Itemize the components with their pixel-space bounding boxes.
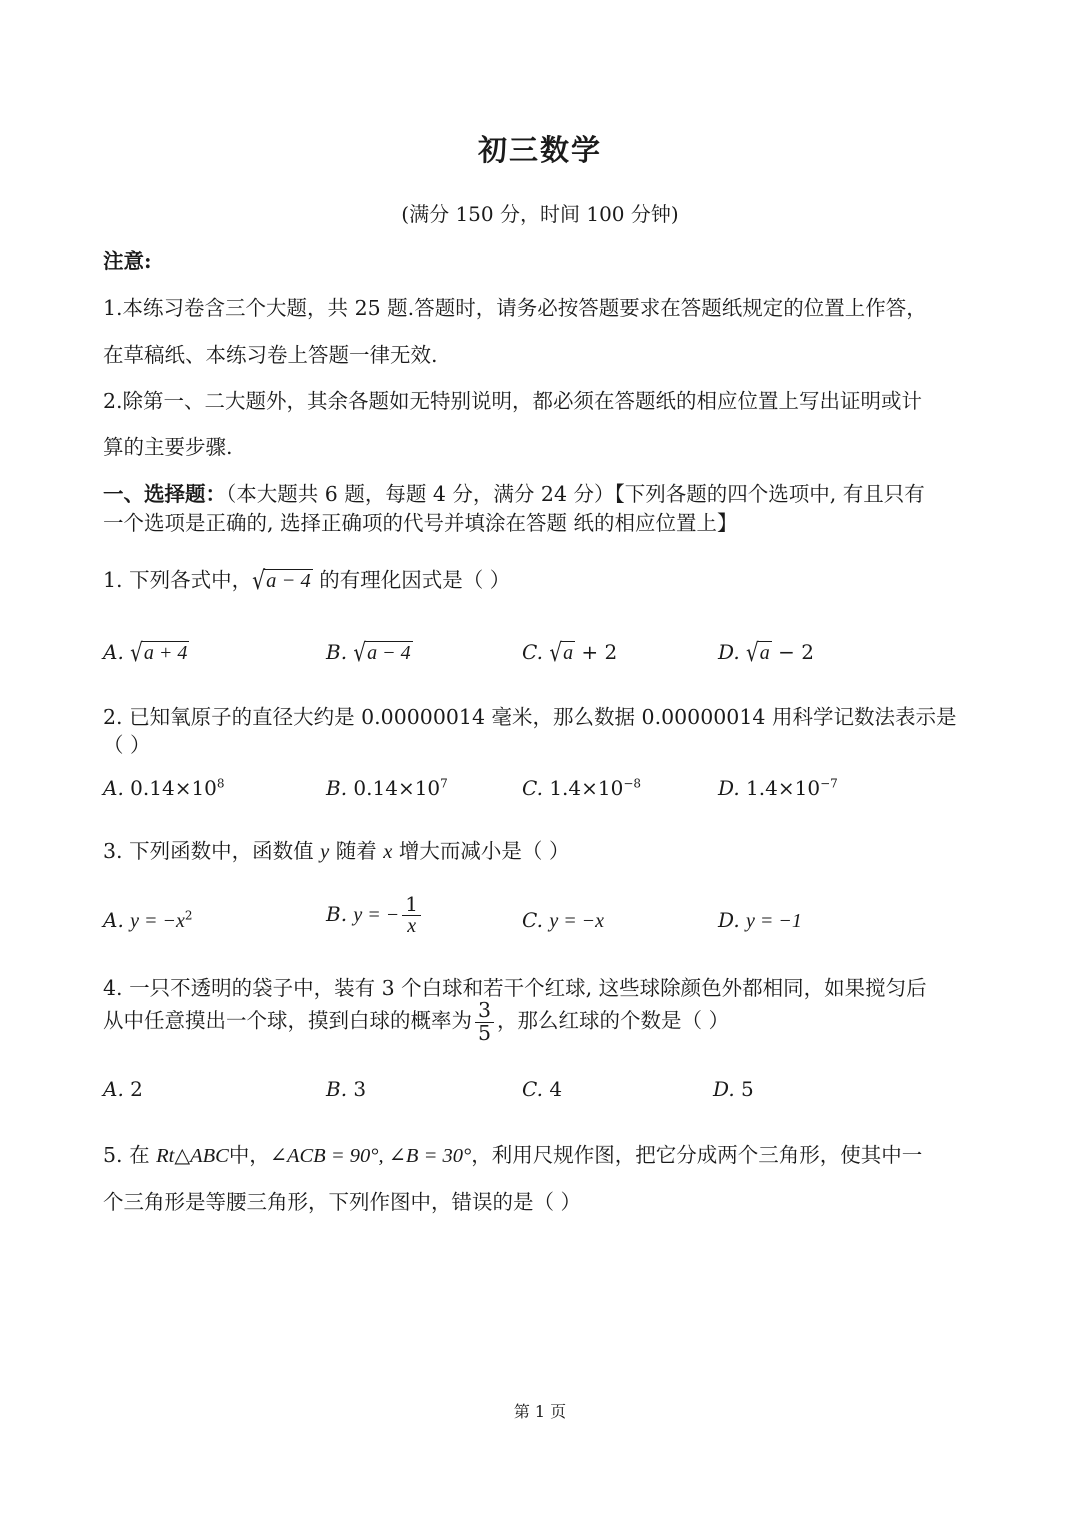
option-value: 5	[741, 1077, 754, 1101]
fraction-numerator: 3	[475, 1000, 494, 1023]
sqrt-symbol: √a − 4	[252, 565, 311, 595]
q5-post: ，利用尺规作图，把它分成两个三角形，使其中一	[471, 1143, 923, 1167]
q1-option-c[interactable]	[522, 637, 618, 667]
q4-line-a: 4. 一只不透明的袋子中，装有 3 个白球和若干个红球, 这些球除颜色外都相同，如果搅匀后	[103, 976, 927, 1000]
fraction	[402, 894, 421, 937]
sqrt-symbol: √a − 4	[353, 637, 411, 667]
page-subtitle: (满分 150 分，时间 100 分钟)	[401, 202, 679, 226]
fraction	[475, 1000, 494, 1044]
page-title: 初三数学	[477, 133, 602, 167]
q4-line-b-pre: 从中任意摸出一个球，摸到白球的概率为	[103, 1008, 472, 1033]
q5-triangle: Rt△ABC	[156, 1145, 229, 1167]
q4-option-b[interactable]	[326, 1077, 366, 1101]
q3-post: 增大而减小是（ ）	[398, 839, 570, 863]
option-tail: − 2	[778, 640, 814, 664]
fraction-denominator: 5	[478, 1020, 492, 1045]
q3-mid: 随着	[335, 839, 377, 863]
option-base: 0.14×10	[353, 776, 441, 800]
option-base: 1.4×10	[549, 776, 624, 800]
option-value: 4	[549, 1077, 563, 1101]
notice-line-1a: 1.本练习卷含三个大题，共 25 题.答题时，请务必按答题要求在答题纸规定的位置上作答，	[103, 296, 927, 320]
q5-mid: 中，	[228, 1143, 270, 1167]
section1-heading: 一、选择题：	[103, 482, 226, 506]
q3-option-d[interactable]	[718, 908, 802, 933]
q3-var-y: y	[320, 841, 330, 863]
q4-option-a[interactable]	[103, 1077, 143, 1101]
notice-line-2b: 算的主要步骤.	[103, 435, 233, 459]
sqrt-symbol: √a + 4	[130, 637, 188, 667]
q2-line-a: 2. 已知氧原子的直径大约是 0.00000014 毫米，那么数据 0.00000014 用科学记数法表示是	[103, 705, 957, 729]
option-exponent: 7	[440, 776, 448, 791]
notice-line-1b: 在草稿纸、本练习卷上答题一律无效.	[103, 343, 438, 367]
option-base: 0.14×10	[130, 776, 217, 800]
option-label: C.	[522, 1077, 543, 1101]
q4-option-d[interactable]	[713, 1077, 754, 1101]
section1-desc-b: 一个选项是正确的, 选择正确项的代号并填涂在答题 纸的相应位置上】	[103, 511, 738, 535]
option-exponent: 2	[184, 908, 193, 923]
option-label: D.	[718, 776, 740, 800]
option-label: D.	[718, 640, 740, 664]
q3-option-c[interactable]	[522, 908, 604, 933]
fraction-numerator: 1	[402, 894, 421, 916]
q2-option-b[interactable]	[326, 776, 448, 800]
fraction-denominator: x	[407, 915, 417, 937]
q3-option-b[interactable]	[326, 894, 424, 937]
q2-option-c[interactable]	[522, 776, 641, 800]
q2-option-d[interactable]	[718, 776, 838, 800]
q1-pre: 1. 下列各式中，	[103, 568, 253, 592]
page-number: 第 1 页	[513, 1402, 567, 1421]
option-expr: y = −	[353, 904, 400, 926]
option-exponent: −8	[623, 776, 642, 791]
option-label: D.	[718, 908, 740, 932]
q4-line-b	[103, 1000, 729, 1044]
option-label: A.	[103, 640, 124, 664]
option-label: A.	[103, 1077, 124, 1101]
q1-post: 的有理化因式是（ ）	[319, 568, 511, 592]
option-radicand: a − 4	[367, 642, 411, 664]
option-base: 1.4×10	[746, 776, 821, 800]
option-label: C.	[522, 640, 543, 664]
option-label: B.	[326, 640, 348, 664]
option-value: 3	[353, 1077, 367, 1101]
option-radicand: a	[759, 642, 770, 664]
option-label: C.	[522, 776, 543, 800]
q1-option-d[interactable]	[718, 637, 814, 667]
option-expr: y = −x	[549, 910, 605, 932]
q4-line-b-post: ，那么红球的个数是（ ）	[497, 1008, 730, 1033]
option-expr: y = −x	[130, 910, 185, 932]
q2-option-a[interactable]	[103, 776, 225, 800]
q1-option-b[interactable]	[326, 637, 413, 667]
q3-pre: 3. 下列函数中，函数值	[103, 839, 314, 863]
option-radicand: a	[563, 642, 574, 664]
notice-heading: 注意:	[103, 249, 152, 273]
q3-option-a[interactable]	[103, 908, 193, 933]
q2-line-b: （ ）	[103, 733, 151, 757]
option-label: C.	[522, 908, 543, 932]
option-value: 2	[130, 1077, 143, 1101]
q1-option-a[interactable]	[103, 637, 189, 667]
option-tail: + 2	[581, 640, 618, 664]
sqrt-symbol: √a	[746, 637, 770, 667]
option-label: B.	[326, 902, 348, 926]
sqrt-symbol: √a	[549, 637, 574, 667]
question-1	[103, 563, 510, 594]
option-label: B.	[326, 1077, 348, 1101]
question-3	[103, 834, 569, 864]
option-label: A.	[103, 776, 124, 800]
option-label: B.	[326, 776, 348, 800]
option-label: D.	[713, 1077, 735, 1101]
option-expr: y = −1	[746, 910, 802, 932]
option-exponent: 8	[216, 776, 225, 791]
q5-angles: ∠ACB = 90°, ∠B = 30°	[269, 1145, 472, 1167]
q4-option-c[interactable]	[522, 1077, 562, 1101]
section1-heading-line	[103, 477, 925, 507]
option-exponent: −7	[820, 776, 838, 791]
q1-radicand: a − 4	[266, 570, 311, 592]
q5-line-a	[103, 1138, 922, 1168]
option-label: A.	[103, 908, 124, 932]
q5-line-b: 个三角形是等腰三角形，下列作图中，错误的是（ ）	[103, 1190, 582, 1214]
q3-var-x: x	[383, 841, 393, 863]
notice-line-2a: 2.除第一、二大题外，其余各题如无特别说明，都必须在答题纸的相应位置上写出证明或计	[103, 389, 923, 413]
q5-pre: 5. 在	[103, 1143, 150, 1167]
option-radicand: a + 4	[143, 642, 188, 664]
section1-desc-a: （本大题共 6 题，每题 4 分，满分 24 分）【下列各题的四个选项中, 有且只有	[226, 482, 925, 506]
